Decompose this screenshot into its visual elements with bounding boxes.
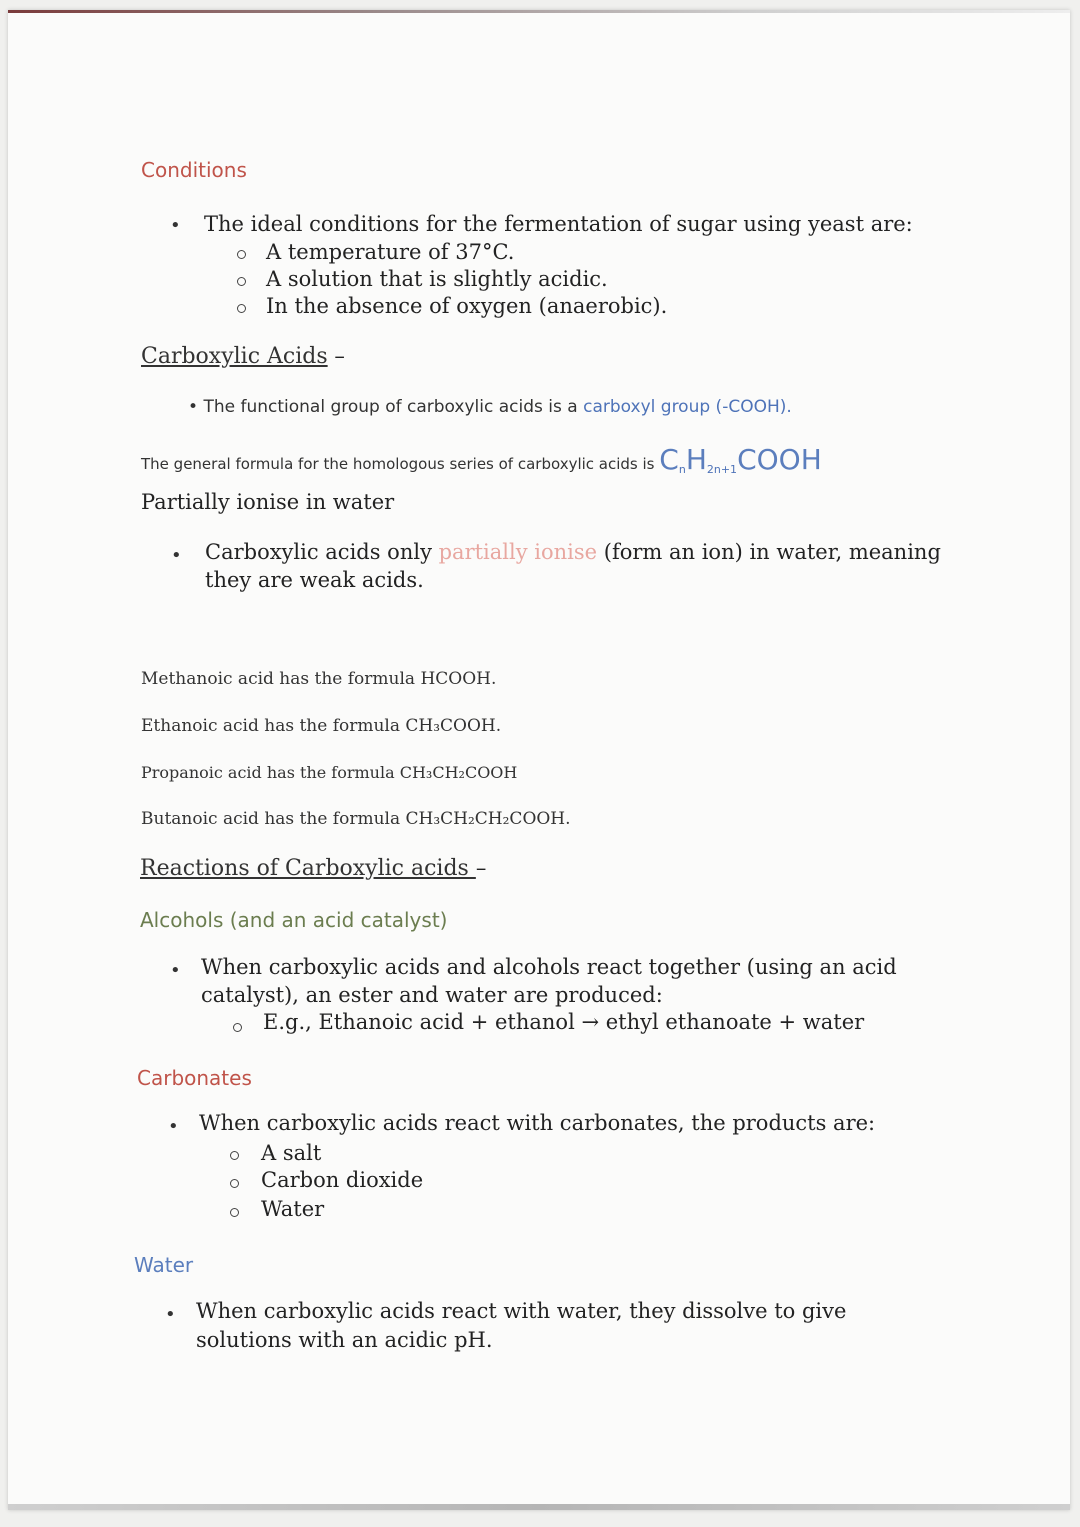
- document-page: [8, 10, 1070, 1510]
- hollow-bullet-icon: [233, 1023, 242, 1032]
- carbonates-item-3: Water: [261, 1197, 325, 1221]
- carboxylic-heading: Carboxylic Acids: [141, 344, 328, 369]
- partially-text-post: (form an ion) in water, meaning: [597, 540, 941, 564]
- alcohols-line-1: When carboxylic acids and alcohols react together (using an acid: [201, 955, 897, 979]
- formula-methanoic: Methanoic acid has the formula HCOOH.: [141, 669, 497, 689]
- reactions-dash: –: [475, 856, 487, 880]
- partially-heading: Partially ionise in water: [141, 490, 395, 514]
- top-edge: [8, 10, 1070, 13]
- water-line-2: solutions with an acidic pH.: [196, 1328, 493, 1352]
- hollow-bullet-icon: [230, 1179, 239, 1188]
- water-line-1: When carboxylic acids react with water, they dissolve to give: [196, 1299, 847, 1323]
- reactions-heading: Reactions of Carboxylic acids: [140, 856, 476, 881]
- bullet-icon: •: [168, 1116, 179, 1137]
- carbonates-item-2: Carbon dioxide: [261, 1168, 424, 1192]
- conditions-item-3: In the absence of oxygen (anaerobic).: [266, 294, 668, 318]
- water-heading: Water: [134, 1253, 194, 1277]
- bullet-icon: •: [170, 960, 181, 981]
- reactions-heading-row: [140, 856, 486, 881]
- formula-cooh: COOH: [737, 443, 822, 476]
- formula-propanoic: Propanoic acid has the formula CH₃CH₂COOH: [141, 763, 518, 782]
- carboxyl-group-highlight: carboxyl group (-COOH).: [583, 397, 792, 417]
- carbonates-bullet: When carboxylic acids react with carbonates, the products are:: [199, 1111, 876, 1135]
- bottom-edge: [8, 1504, 1070, 1510]
- partially-line-2: they are weak acids.: [205, 568, 424, 592]
- general-formula-line: [141, 443, 822, 476]
- alcohols-heading: Alcohols (and an acid catalyst): [140, 908, 448, 932]
- general-formula-text: The general formula for the homologous series of carboxylic acids is: [141, 455, 660, 473]
- carboxylic-dash: –: [327, 344, 345, 368]
- formula-subscript: 2n+1: [706, 463, 738, 476]
- carboxylic-heading-row: [141, 344, 345, 369]
- bullet-icon: •: [188, 397, 199, 417]
- bullet-icon: •: [171, 545, 182, 566]
- conditions-bullet: The ideal conditions for the fermentation of sugar using yeast are:: [204, 212, 913, 236]
- formula-ethanoic: Ethanoic acid has the formula CH₃COOH.: [141, 716, 502, 736]
- functional-group-line: [188, 397, 792, 417]
- partially-line-1: [205, 540, 941, 564]
- hollow-bullet-icon: [237, 304, 246, 313]
- hollow-bullet-icon: [237, 277, 246, 286]
- alcohols-example: E.g., Ethanoic acid + ethanol → ethyl ethanoate + water: [263, 1010, 865, 1034]
- partially-ionise-highlight: partially ionise: [438, 540, 598, 564]
- conditions-item-2: A solution that is slightly acidic.: [266, 267, 608, 291]
- formula-h: H: [685, 443, 707, 476]
- carbonates-item-1: A salt: [261, 1141, 322, 1165]
- functional-text: The functional group of carboxylic acids is a: [203, 397, 584, 417]
- hollow-bullet-icon: [230, 1208, 239, 1217]
- bullet-icon: •: [170, 215, 181, 236]
- partially-text-pre: Carboxylic acids only: [205, 540, 439, 564]
- formula-c: C: [659, 443, 679, 476]
- formula-n: n: [678, 463, 686, 476]
- conditions-heading: Conditions: [141, 158, 247, 182]
- conditions-item-1: A temperature of 37°C.: [266, 240, 515, 264]
- formula-butanoic: Butanoic acid has the formula CH₃CH₂CH₂COOH.: [141, 809, 571, 829]
- bullet-icon: •: [165, 1304, 176, 1325]
- carbonates-heading: Carbonates: [137, 1066, 252, 1090]
- hollow-bullet-icon: [230, 1151, 239, 1160]
- hollow-bullet-icon: [237, 250, 246, 259]
- alcohols-line-2: catalyst), an ester and water are produced:: [201, 983, 663, 1007]
